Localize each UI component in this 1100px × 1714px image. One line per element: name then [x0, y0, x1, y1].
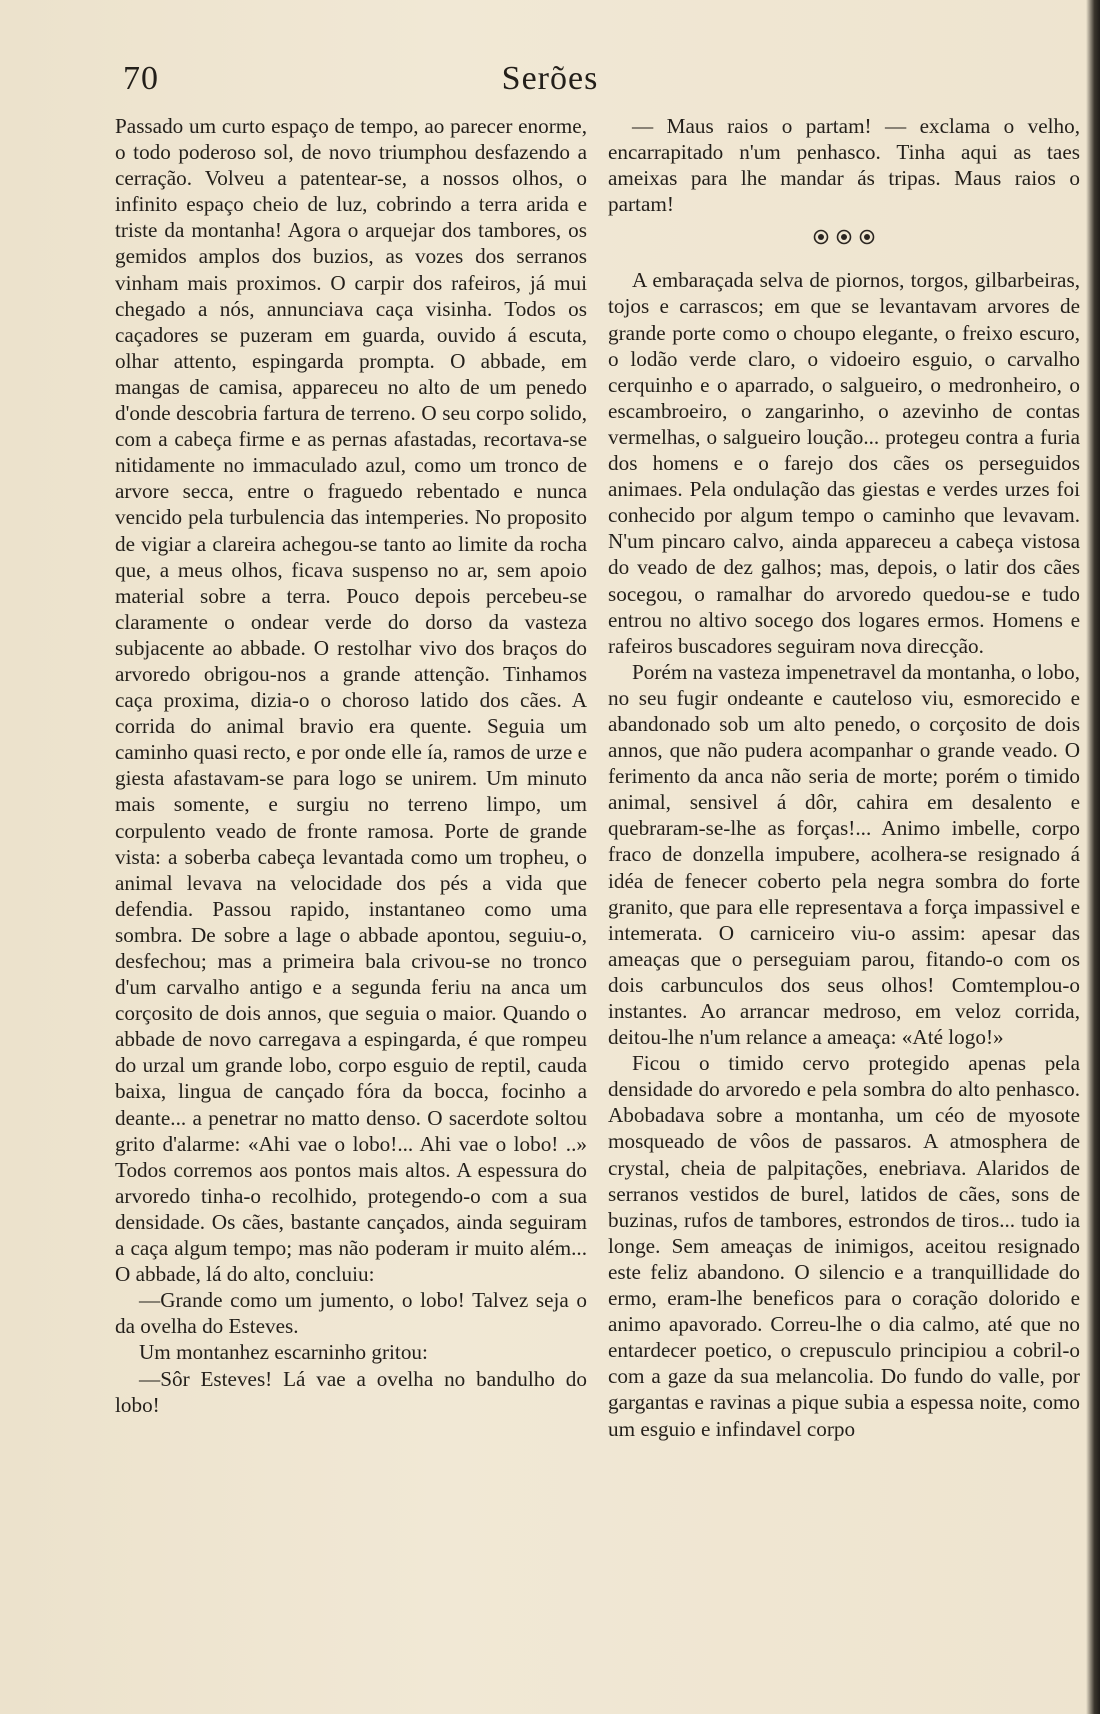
paragraph: Um montanhez escarninho gritou:	[139, 1340, 428, 1365]
paragraph: Passado um curto espaço de tempo, ao parecer enorme, o todo poderoso sol, de novo triumphou desfazendo a cerração. Volveu a patentear-se, a nossos olhos, o infinito espaço cheio de luz, cobrindo a terra arida e triste da montanha! Agora o arquejar dos tambores, os gemidos amplos dos buzios, as vozes dos serranos vinham mais proximos. O carpir dos rafeiros, já mui chegado a nós, annunciava caça visinha. Todos os caçadores se puzeram em guarda, ouvido á escuta, olhar attento, espingarda prompta. O abbade, em mangas de camisa, appareceu no alto de um penedo d'onde descobria fartura de terreno. O seu corpo solido, com a cabeça firme e as pernas afastadas, recortava-se nitidamente no immaculado azul, como um tronco de arvore secca, entre o fraguedo rebentado e nunca vencido pela turbulencia das intemperies. No proposito de vigiar a clareira achegou-se tanto ao limite da rocha que, a meus olhos, ficava suspenso no ar, sem apoio material sobre a terra. Pouco depois percebeu-se claramente o ondear verde do dorso da vasteza subjacente ao abbade. O restolhar vivo dos braços do arvoredo obrigou-nos a grande attenção. Tinhamos caça proxima, dizia-o o choroso latido dos cães. A corrida do animal bravio era quente. Seguia um caminho quasi recto, e por onde elle ía, ramos de urze e giesta afastavam-se para logo se unirem. Um minuto mais somente, e surgiu no terreno limpo, um corpulento veado de fronte ramosa. Porte de grande vista: a soberba cabeça levantada como um tropheu, o animal levava na velocidade dos pés a vida que defendia. Passou rapido, instantaneo como uma sombra. De sobre a lage o abbade apontou, seguiu-o, desfechou; mas a primeira bala crivou-se no tronco d'um carvalho antigo e a segunda feriu na anca um corçosito de dois annos, que seguia o maior. Quando o abbade de novo carregava a espingarda, é que rompeu do urzal um grande lobo, corpo esguio de reptil, cauda baixa, lingua de cançado fóra da bocca, focinho a deante... a penetrar no matto denso. O sacerdote soltou grito d'alarme: «Ahi vae o lobo!... Ahi vae o lobo! ..» Todos corremos aos pontos mais altos. A espessura do arvoredo tinha-o recolhido, protegendo-o com a sua densidade. Os cães, bastante cançados, ainda seguiram a caça algum tempo; mas não poderam ir muito além... O abbade, lá do alto, concluiu:	[115, 114, 587, 1287]
three-rosettes-icon	[811, 227, 877, 247]
right-column	[608, 113, 1080, 1683]
page-header	[0, 60, 1100, 100]
section-ornament	[608, 227, 1080, 251]
paragraph: A embaraçada selva de piornos, torgos, gilbarbeiras, tojos e carrascos; em que se levantavam arvores de grande porte como o choupo elegante, o freixo escuro, o lodão verde claro, o vidoeiro esguio, o carvalho cerquinho e o aparrado, o salgueiro, o medronheiro, o escambroeiro, o zangarinho, o azevinho de contas vermelhas, o salgueiro loução... protegeu contra a furia dos homens e o farejo dos cães os perseguidos animaes. Pela ondulação das giestas e verdes urzes foi conhecido por algum tempo o caminho que levavam. N'um pincaro calvo, ainda appareceu a cabeça vistosa do veado de dez galhos; mas, depois, o latir dos cães socegou, o ramalhar do arvoredo quedou-se e tudo entrou no altivo socego dos logares ermos. Homens e rafeiros buscadores seguiram nova direcção.	[608, 268, 1080, 658]
paragraph: Porém na vasteza impenetravel da montanha, o lobo, no seu fugir ondeante e cauteloso viu, esmorecido e abandonado sob um alto penedo, o corçosito de dois annos, que não pudera acompanhar o grande veado. O ferimento da anca não seria de morte; porém o timido animal, sensivel á dôr, cahira em desalento e quebraram-se-lhe as forças!... Animo imbelle, corpo fraco de donzella impubere, acolhera-se resignado á idéa de fenecer coberto pela negra sombra do forte granito, que para elle representava a força impassivel e intemerata. O carniceiro viu-o assim: apesar das ameaças que o perseguiam parou, fitando-o com os dois carbunculos dos seus olhos! Comtemplou-o instantes. Ao arrancar medroso, em veloz corrida, deitou-lhe n'um relance a ameaça: «Até logo!»	[608, 659, 1080, 1050]
left-column	[115, 113, 587, 1683]
running-title: Serões	[501, 60, 599, 97]
page-edge-shadow	[1086, 0, 1100, 1714]
paragraph: — Maus raios o partam! — exclama o velho, encarrapitado n'um penhasco. Tinha aqui as taes ameixas para lhe mandar ás tripas. Maus raios o partam!	[608, 114, 1080, 217]
paragraph: Ficou o timido cervo protegido apenas pela densidade do arvoredo e pela sombra do alto penhasco. Abobadava sobre a montanha, um céo de myosote mosqueado de vôos de passaros. A atmosphera de crystal, cheia de palpitações, enebriava. Alaridos de serranos vestidos de burel, latidos de cães, sons de buzinas, rufos de tambores, estrondos de tiros... tudo ia longe. Sem ameaças de inimigos, aceitou resignado este feliz abandono. O silencio e a tranquillidade do ermo, eram-lhe beneficos para o coração dolorido e animo apavorado. Correu-lhe o dia calmo, até que no entardecer poetico, o crepusculo principiou a cobril-o com a gaze da sua melancolia. Do fundo do valle, por gargantas e ravinas a pique subia a espessa noite, como um esguio e infindavel corpo	[608, 1051, 1080, 1441]
page-number: 70	[123, 60, 159, 97]
paragraph: —Sôr Esteves! Lá vae a ovelha no bandulho do lobo!	[115, 1366, 587, 1417]
paragraph: —Grande como um jumento, o lobo! Talvez seja o da ovelha do Esteves.	[115, 1288, 587, 1339]
